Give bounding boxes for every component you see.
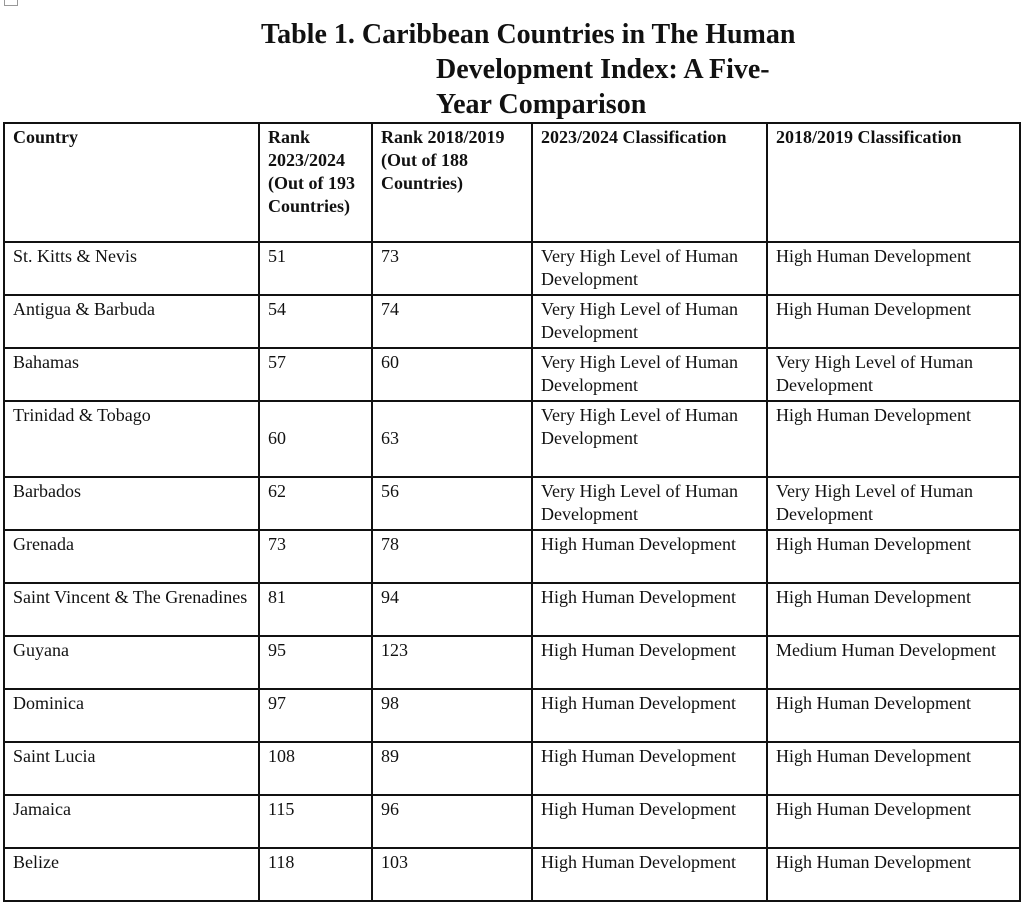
cell-rank-2018: 103 xyxy=(372,848,532,901)
cell-class-2023: Very High Level of Human Development xyxy=(532,348,767,401)
cell-class-2018: High Human Development xyxy=(767,401,1020,477)
table-title-line-1: Table 1. Caribbean Countries in The Human xyxy=(261,19,796,50)
cell-rank-2018: 123 xyxy=(372,636,532,689)
cell-rank-2023: 57 xyxy=(259,348,372,401)
cell-rank-2018: 96 xyxy=(372,795,532,848)
cell-rank-2023: 54 xyxy=(259,295,372,348)
cell-rank-2023: 115 xyxy=(259,795,372,848)
cell-class-2023: High Human Development xyxy=(532,848,767,901)
cell-class-2023: Very High Level of Human Development xyxy=(532,477,767,530)
cell-rank-2023: 97 xyxy=(259,689,372,742)
cell-rank-2018: 73 xyxy=(372,242,532,295)
cell-country: Bahamas xyxy=(4,348,259,401)
cell-class-2018: Very High Level of Human Development xyxy=(767,477,1020,530)
header-class-2023: 2023/2024 Classification xyxy=(532,123,767,242)
cell-class-2023: High Human Development xyxy=(532,795,767,848)
table-row xyxy=(4,689,1020,742)
table-row xyxy=(4,530,1020,583)
cell-rank-2023: 51 xyxy=(259,242,372,295)
table-row xyxy=(4,348,1020,401)
cell-class-2023: Very High Level of Human Development xyxy=(532,401,767,477)
table-row xyxy=(4,242,1020,295)
table-title-line-2: Development Index: A Five- xyxy=(436,54,770,85)
cell-class-2018: High Human Development xyxy=(767,848,1020,901)
cell-class-2023: Very High Level of Human Development xyxy=(532,295,767,348)
cell-class-2023: Very High Level of Human Development xyxy=(532,242,767,295)
cell-class-2018: High Human Development xyxy=(767,689,1020,742)
cell-class-2018: Medium Human Development xyxy=(767,636,1020,689)
cell-class-2023: High Human Development xyxy=(532,742,767,795)
cell-rank-2023: 118 xyxy=(259,848,372,901)
table-title-line-3: Year Comparison xyxy=(436,89,647,120)
cell-rank-2023: 73 xyxy=(259,530,372,583)
header-country: Country xyxy=(4,123,259,242)
cell-rank-2018: 74 xyxy=(372,295,532,348)
cell-class-2023: High Human Development xyxy=(532,583,767,636)
cell-country: Trinidad & Tobago xyxy=(4,401,259,477)
cell-rank-2018: 63 xyxy=(372,401,532,477)
cell-rank-2023: 60 xyxy=(259,401,372,477)
header-class-2018: 2018/2019 Classification xyxy=(767,123,1020,242)
table-row xyxy=(4,636,1020,689)
cell-class-2018: High Human Development xyxy=(767,530,1020,583)
cell-rank-2023: 108 xyxy=(259,742,372,795)
table-row xyxy=(4,742,1020,795)
cell-class-2018: High Human Development xyxy=(767,242,1020,295)
table-row xyxy=(4,583,1020,636)
cell-country: Belize xyxy=(4,848,259,901)
cell-class-2018: High Human Development xyxy=(767,295,1020,348)
cell-country: Guyana xyxy=(4,636,259,689)
cell-class-2018: High Human Development xyxy=(767,795,1020,848)
cell-rank-2018: 94 xyxy=(372,583,532,636)
cell-rank-2023: 95 xyxy=(259,636,372,689)
cell-country: Saint Lucia xyxy=(4,742,259,795)
table-row xyxy=(4,477,1020,530)
cell-country: Jamaica xyxy=(4,795,259,848)
cell-country: Antigua & Barbuda xyxy=(4,295,259,348)
header-row xyxy=(4,123,1020,242)
table-row xyxy=(4,848,1020,901)
cell-country: Barbados xyxy=(4,477,259,530)
hdi-table xyxy=(3,122,1021,902)
cell-country: Saint Vincent & The Grenadines xyxy=(4,583,259,636)
cell-rank-2018: 78 xyxy=(372,530,532,583)
cell-class-2023: High Human Development xyxy=(532,530,767,583)
table-row xyxy=(4,295,1020,348)
cell-class-2018: Very High Level of Human Development xyxy=(767,348,1020,401)
cell-class-2023: High Human Development xyxy=(532,636,767,689)
cell-rank-2018: 89 xyxy=(372,742,532,795)
cell-rank-2018: 98 xyxy=(372,689,532,742)
cell-class-2023: High Human Development xyxy=(532,689,767,742)
cell-class-2018: High Human Development xyxy=(767,742,1020,795)
cell-rank-2018: 56 xyxy=(372,477,532,530)
cell-rank-2023: 62 xyxy=(259,477,372,530)
cell-country: Grenada xyxy=(4,530,259,583)
cell-country: St. Kitts & Nevis xyxy=(4,242,259,295)
header-rank-2018: Rank 2018/2019 (Out of 188 Countries) xyxy=(372,123,532,242)
cell-rank-2023: 81 xyxy=(259,583,372,636)
checkbox-corner xyxy=(4,0,18,6)
table-row xyxy=(4,401,1020,477)
cell-class-2018: High Human Development xyxy=(767,583,1020,636)
cell-rank-2018: 60 xyxy=(372,348,532,401)
cell-country: Dominica xyxy=(4,689,259,742)
table-row xyxy=(4,795,1020,848)
header-rank-2023: Rank 2023/2024 (Out of 193 Countries) xyxy=(259,123,372,242)
